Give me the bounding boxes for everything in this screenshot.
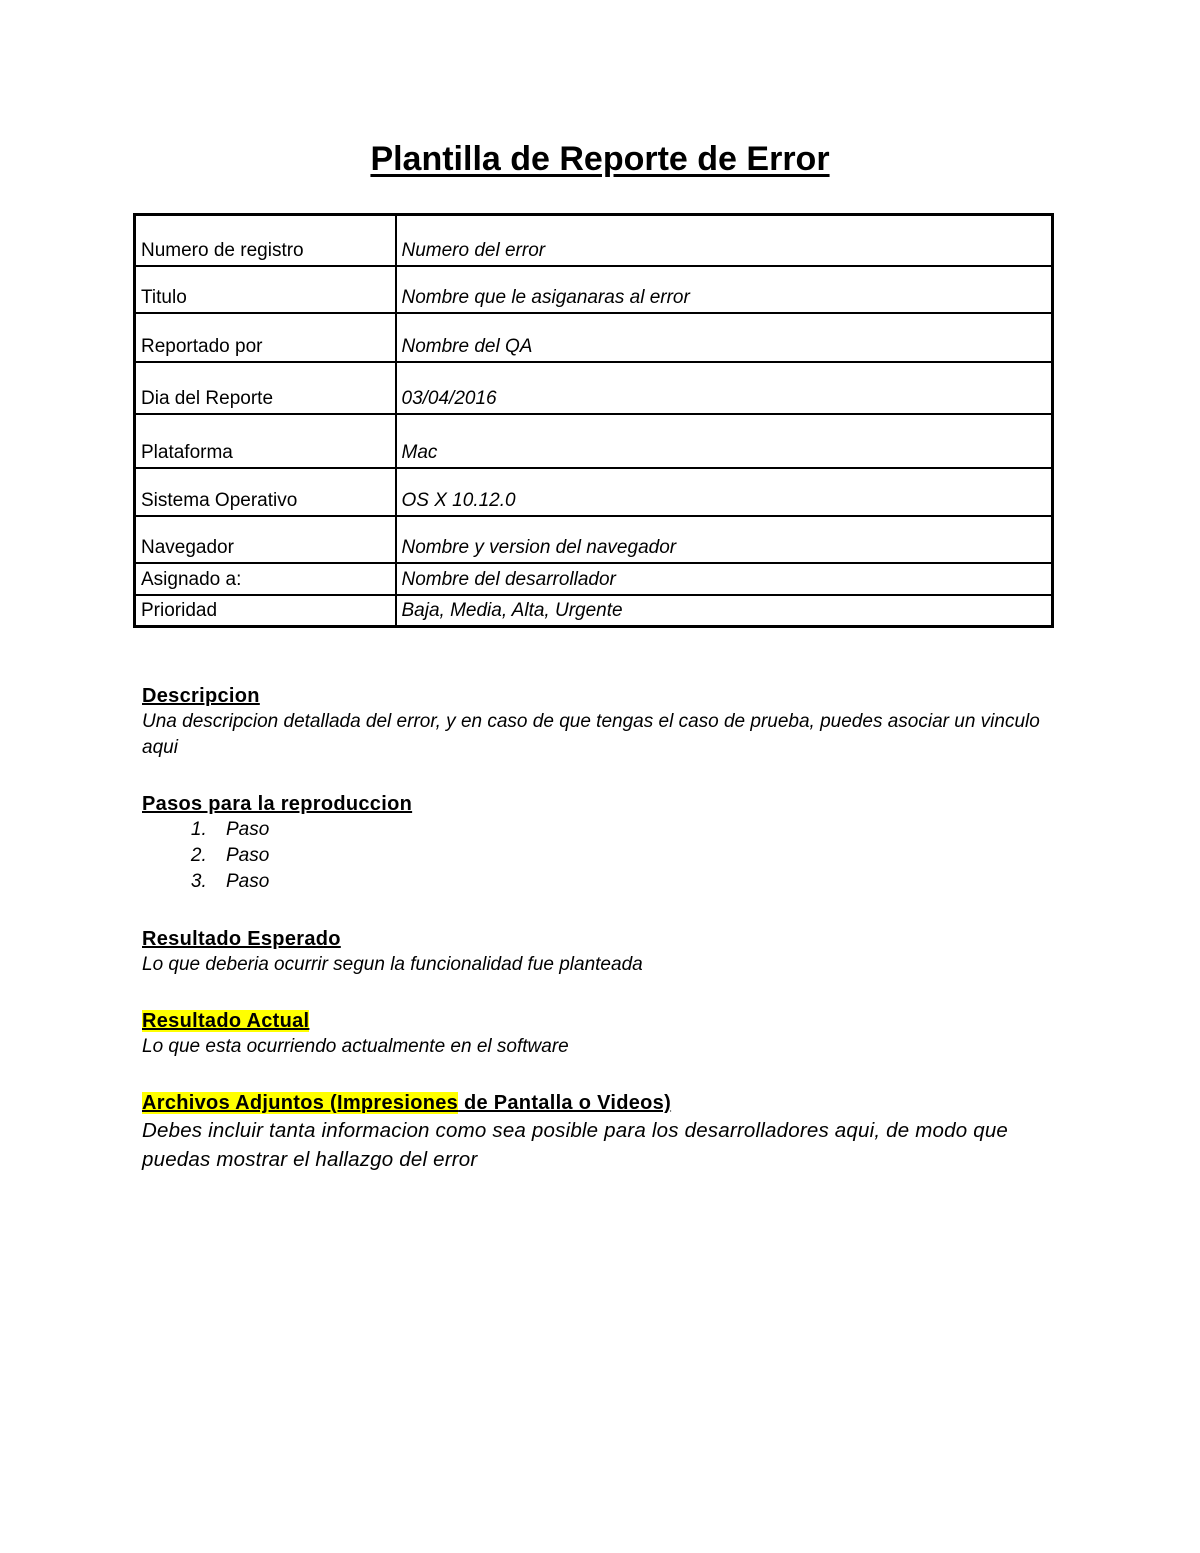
section-text-adjuntos: Debes incluir tanta informacion como sea posible para los desarrolladores aqui, de modo que puedas mostrar el hallazgo del error bbox=[142, 1119, 1009, 1171]
field-label-plataforma: Plataforma bbox=[135, 414, 396, 468]
section-descripcion bbox=[142, 683, 1062, 761]
field-label-sistema-operativo: Sistema Operativo bbox=[135, 468, 396, 516]
section-archivos-adjuntos bbox=[142, 1090, 1062, 1174]
field-value-numero-registro: Numero del error bbox=[396, 215, 1053, 266]
field-label-prioridad: Prioridad bbox=[135, 595, 396, 627]
table-row bbox=[135, 266, 1053, 313]
section-resultado-esperado bbox=[142, 926, 1062, 978]
field-value-navegador: Nombre y version del navegador bbox=[396, 516, 1053, 563]
table-row bbox=[135, 414, 1053, 468]
field-value-sistema-operativo: OS X 10.12.0 bbox=[396, 468, 1053, 516]
field-label-titulo: Titulo bbox=[135, 266, 396, 313]
section-text-esperado: Lo que deberia ocurrir segun la funcionalidad fue planteada bbox=[142, 954, 643, 975]
table-row bbox=[135, 563, 1053, 595]
field-label-reportado-por: Reportado por bbox=[135, 313, 396, 362]
table-row bbox=[135, 468, 1053, 516]
field-label-numero-registro: Numero de registro bbox=[135, 215, 396, 266]
field-label-asignado: Asignado a: bbox=[135, 563, 396, 595]
section-text-descripcion: Una descripcion detallada del error, y en caso de que tengas el caso de prueba, puedes asociar un vinculo aqui bbox=[142, 711, 1040, 758]
section-pasos bbox=[142, 791, 1062, 895]
section-heading-adjuntos bbox=[142, 1090, 1062, 1116]
table-row bbox=[135, 313, 1053, 362]
field-value-plataforma: Mac bbox=[396, 414, 1053, 468]
table-row bbox=[135, 362, 1053, 414]
list-item: 1. Paso bbox=[212, 817, 1062, 843]
field-value-prioridad: Baja, Media, Alta, Urgente bbox=[396, 595, 1053, 627]
section-heading-esperado: Resultado Esperado bbox=[142, 928, 341, 950]
field-value-reportado-por: Nombre del QA bbox=[396, 313, 1053, 362]
table-row bbox=[135, 215, 1053, 266]
heading-highlighted-part: Archivos Adjuntos (Impresiones bbox=[142, 1092, 459, 1114]
page-title: Plantilla de Reporte de Error bbox=[370, 140, 830, 178]
steps-list bbox=[142, 817, 1062, 895]
list-item: 3. Paso bbox=[212, 869, 1062, 895]
field-value-asignado: Nombre del desarrollador bbox=[396, 563, 1053, 595]
heading-rest-part: de Pantalla o Videos) bbox=[458, 1092, 672, 1114]
table-row bbox=[135, 516, 1053, 563]
section-heading-actual: Resultado Actual bbox=[142, 1010, 310, 1032]
field-value-dia-reporte: 03/04/2016 bbox=[396, 362, 1053, 414]
section-heading-pasos: Pasos para la reproduccion bbox=[142, 793, 413, 815]
field-label-dia-reporte: Dia del Reporte bbox=[135, 362, 396, 414]
field-value-titulo: Nombre que le asiganaras al error bbox=[396, 266, 1053, 313]
bug-info-table bbox=[133, 213, 1054, 628]
section-resultado-actual bbox=[142, 1008, 1062, 1060]
field-label-navegador: Navegador bbox=[135, 516, 396, 563]
list-item: 2. Paso bbox=[212, 843, 1062, 869]
section-text-actual: Lo que esta ocurriendo actualmente en el software bbox=[142, 1036, 569, 1057]
table-row bbox=[135, 595, 1053, 627]
section-heading-descripcion: Descripcion bbox=[142, 685, 260, 707]
